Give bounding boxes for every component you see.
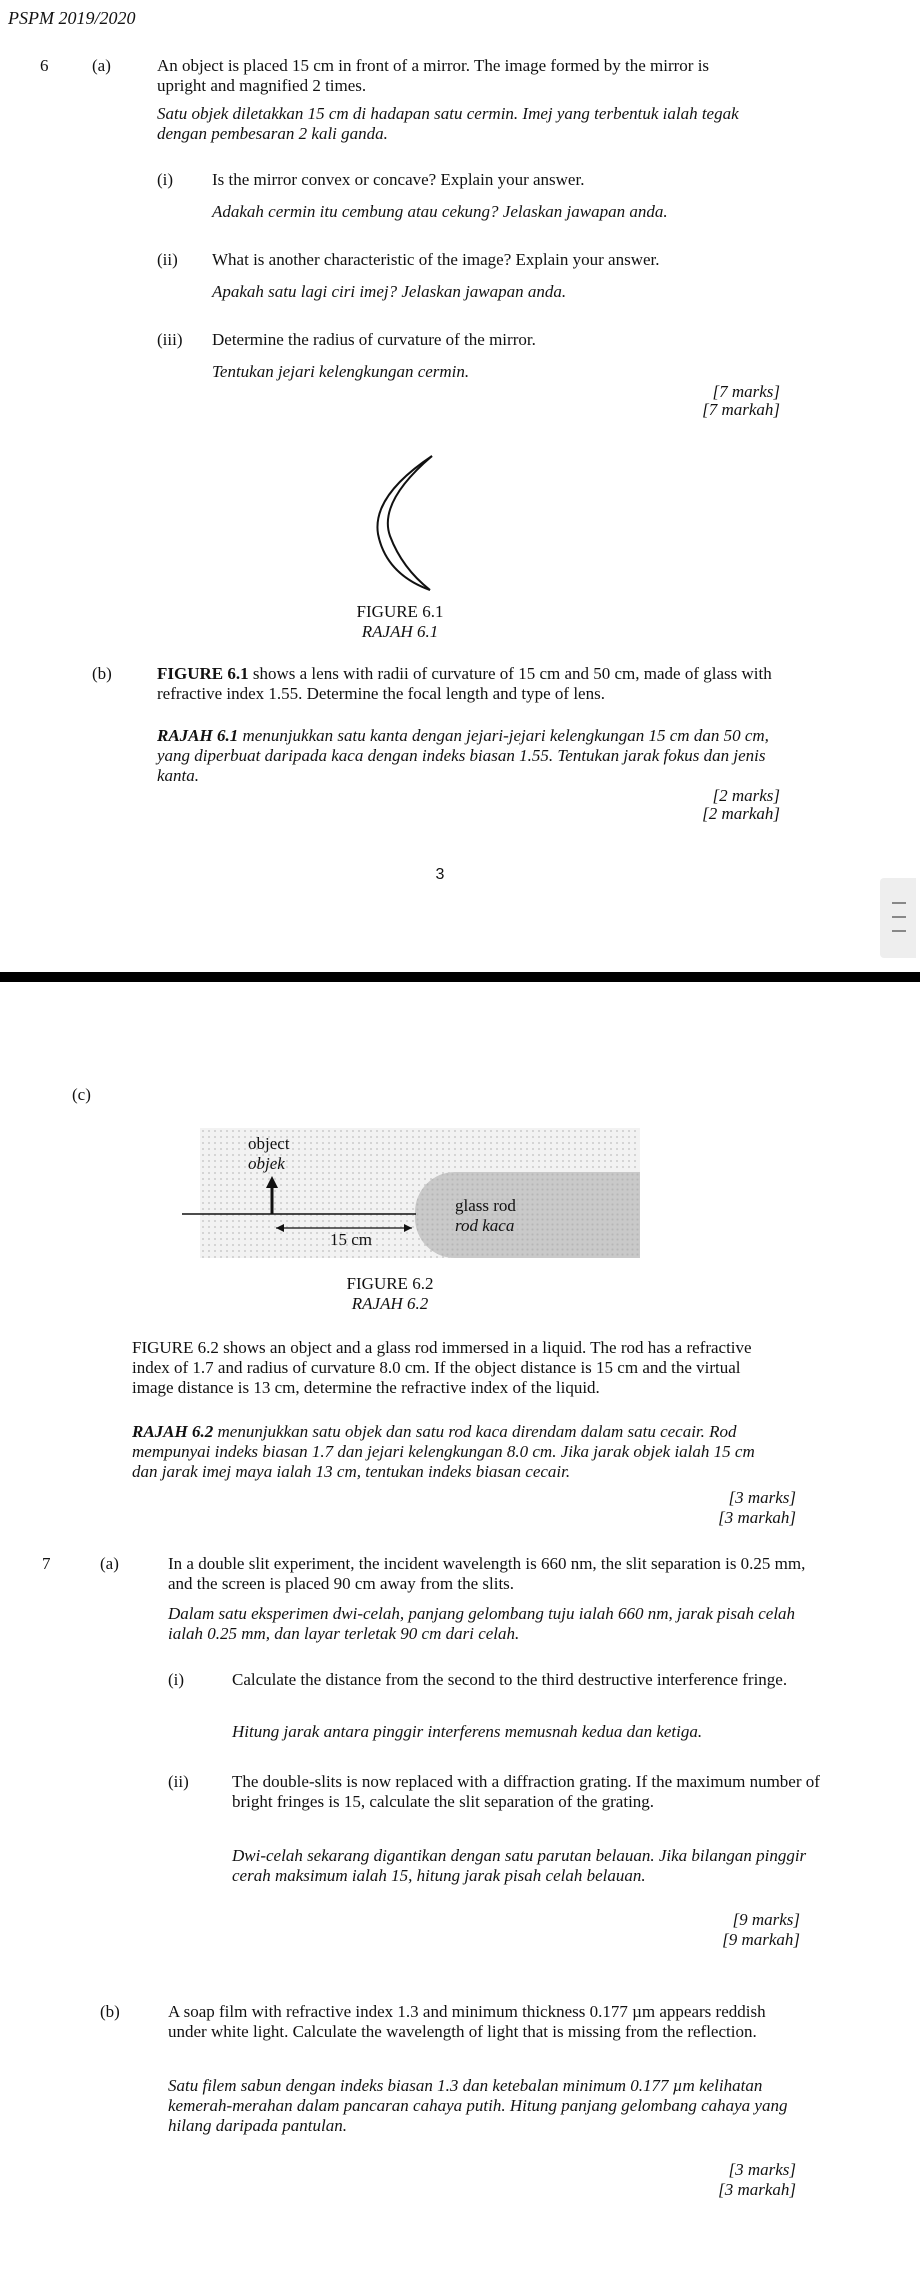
q6b-text-en bbox=[157, 664, 782, 704]
question-7-number: 7 bbox=[42, 1554, 51, 1573]
q7a-ii-text-en: The double-slits is now replaced with a diffraction grating. If the maximum number of bright fringes is 15, calculate the slit separation of the grating. bbox=[232, 1772, 820, 1811]
q7a-text-my: Dalam satu eksperimen dwi-celah, panjang gelombang tuju ialah 660 nm, jarak pisah celah ialah 0.25 mm, dan layar terletak 90 cm dari celah. bbox=[168, 1604, 796, 1643]
q6c-label: (c) bbox=[72, 1085, 91, 1104]
page-separator bbox=[0, 972, 920, 982]
q6c-text-my-body: menunjukkan satu objek dan satu rod kaca direndam dalam satu cecair. Rod mempunyai indeks biasan 1.7 dan jejari kelengkungan 8.0 cm. Jika jarak objek ialah 15 cm dan jarak imej maya ialah 13 cm, tentukan indeks biasan cecair. bbox=[132, 1422, 755, 1481]
q6a-i-text-my: Adakah cermin itu cembung atau cekung? Jelaskan jawapan anda. bbox=[212, 202, 668, 221]
q6a-ii-label: (ii) bbox=[157, 250, 178, 269]
q6a-i-label: (i) bbox=[157, 170, 174, 189]
figure-6-1-label: FIGURE 6.1 bbox=[356, 602, 444, 621]
glass-rod-label-my: rod kaca bbox=[455, 1216, 515, 1235]
q7b-text-my: Satu filem sabun dengan indeks biasan 1.3 dan ketebalan minimum 0.177 µm kelihatan kemerah-merahan dalam pancaran cahaya putih. Hitung panjang gelombang cahaya yang hilang daripada pantulan. bbox=[168, 2076, 788, 2135]
question-6-number: 6 bbox=[40, 56, 49, 75]
q6a-ii-text-en: What is another characteristic of the image? Explain your answer. bbox=[212, 250, 660, 269]
q7a-i-label: (i) bbox=[168, 1670, 185, 1689]
q7a-ii-label: (ii) bbox=[168, 1772, 189, 1791]
q6c-marks-my: [3 markah] bbox=[718, 1508, 796, 1527]
q6a-marks-my: [7 markah] bbox=[702, 400, 780, 419]
glass-rod bbox=[415, 1172, 640, 1258]
q6a-ii-text-my: Apakah satu lagi ciri imej? Jelaskan jawapan anda. bbox=[212, 282, 567, 301]
q6c-figure-ref-my: RAJAH 6.2 bbox=[132, 1422, 214, 1441]
object-label: object bbox=[248, 1134, 290, 1153]
q7b-marks-my: [3 markah] bbox=[718, 2180, 796, 2199]
q6b-marks-en: [2 marks] bbox=[712, 786, 780, 805]
q6a-i-text-en: Is the mirror convex or concave? Explain your answer. bbox=[212, 170, 585, 189]
q6a-text-my: Satu objek diletakkan 15 cm di hadapan satu cermin. Imej yang terbentuk ialah tegak dengan pembesaran 2 kali ganda. bbox=[157, 104, 739, 143]
handle-line-icon bbox=[892, 916, 906, 918]
handle-line-icon bbox=[892, 930, 906, 932]
figure-6-2-label: FIGURE 6.2 bbox=[346, 1274, 434, 1293]
distance-arrow-right-head bbox=[404, 1224, 412, 1232]
page-number: 3 bbox=[435, 866, 445, 883]
q6b-text-my bbox=[157, 726, 782, 786]
side-handle[interactable] bbox=[880, 878, 916, 958]
q6b-text-en-body: shows a lens with radii of curvature of 15 cm and 50 cm, made of glass with refractive index 1.55. Determine the focal length and type of lens. bbox=[157, 664, 772, 703]
glass-rod-label: glass rod bbox=[455, 1196, 516, 1215]
q7a-marks-my: [9 markah] bbox=[722, 1930, 800, 1949]
q7a-i-text-en: Calculate the distance from the second to the third destructive interference fringe. bbox=[232, 1670, 788, 1689]
q6b-figure-ref-my: RAJAH 6.1 bbox=[157, 726, 239, 745]
q7a-text-en: In a double slit experiment, the incident wavelength is 660 nm, the slit separation is 0.25 mm, and the screen is placed 90 cm away from the slits. bbox=[168, 1554, 806, 1593]
figure-6-1-label-my: RAJAH 6.1 bbox=[361, 622, 439, 641]
q7a-i-text-my: Hitung jarak antara pinggir interferens memusnah kedua dan ketiga. bbox=[232, 1722, 703, 1741]
lens-diagram bbox=[370, 450, 440, 595]
exam-header: PSPM 2019/2020 bbox=[8, 8, 136, 28]
distance-arrow-left-head bbox=[276, 1224, 284, 1232]
figure-6-2-label-my: RAJAH 6.2 bbox=[351, 1294, 429, 1313]
q6c-text-en-body: shows an object and a glass rod immersed in a liquid. The rod has a refractive index of 1.7 and radius of curvature 8.0 cm. If the object distance is 15 cm and the virtual image distance is 13 cm, determine the refractive index of the liquid. bbox=[132, 1338, 752, 1397]
q7a-ii-text-my: Dwi-celah sekarang digantikan dengan satu parutan belauan. Jika bilangan pinggir cerah maksimum ialah 15, hitung jarak pisah celah belauan. bbox=[232, 1846, 807, 1885]
q6a-text-en: An object is placed 15 cm in front of a mirror. The image formed by the mirror is upright and magnified 2 times. bbox=[157, 56, 710, 95]
q6a-iii-text-my: Tentukan jejari kelengkungan cermin. bbox=[212, 362, 470, 381]
q6c-text-my bbox=[132, 1422, 782, 1482]
q6a-iii-label: (iii) bbox=[157, 330, 183, 349]
q7b-label: (b) bbox=[100, 2002, 120, 2021]
q6b-label: (b) bbox=[92, 664, 112, 683]
distance-label: 15 cm bbox=[330, 1230, 373, 1249]
q7b-marks-en: [3 marks] bbox=[728, 2160, 796, 2179]
handle-line-icon bbox=[892, 902, 906, 904]
q6b-marks-my: [2 markah] bbox=[702, 804, 780, 823]
q6b-text-my-body: menunjukkan satu kanta dengan jejari-jejari kelengkungan 15 cm dan 50 cm, yang diperbuat daripada kaca dengan indeks biasan 1.55. Tentukan jarak fokus dan jenis kanta. bbox=[157, 726, 769, 785]
q7a-marks-en: [9 marks] bbox=[732, 1910, 800, 1929]
q6c-figure-ref: FIGURE 6.2 bbox=[132, 1338, 219, 1357]
q7a-label: (a) bbox=[100, 1554, 119, 1573]
q6a-iii-text-en: Determine the radius of curvature of the mirror. bbox=[212, 330, 536, 349]
q6a-marks-en: [7 marks] bbox=[712, 382, 780, 401]
q6c-marks-en: [3 marks] bbox=[728, 1488, 796, 1507]
q6b-figure-ref: FIGURE 6.1 bbox=[157, 664, 249, 683]
object-arrow-head bbox=[266, 1176, 278, 1188]
figure-6-2-drawing bbox=[180, 1150, 440, 1270]
q7b-text-en: A soap film with refractive index 1.3 and minimum thickness 0.177 µm appears reddish under white light. Calculate the wavelength of light that is missing from the reflection. bbox=[168, 2002, 766, 2041]
q6c-text-en bbox=[132, 1338, 782, 1398]
q6a-label: (a) bbox=[92, 56, 111, 75]
object-label-my: objek bbox=[248, 1154, 285, 1173]
